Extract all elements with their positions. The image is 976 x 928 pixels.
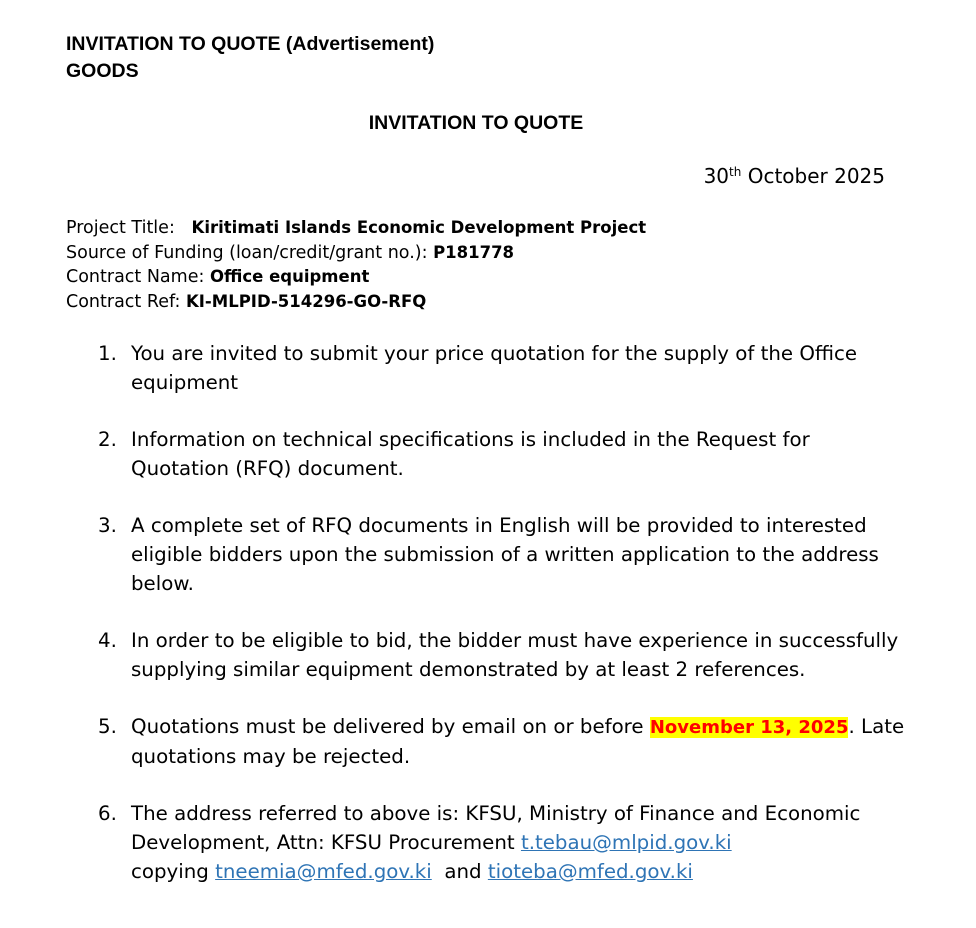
doc-heading-advertisement: INVITATION TO QUOTE (Advertisement) xyxy=(66,33,435,55)
list-item-text: In order to be eligible to bid, the bidder must have experience in successfully supplying similar equipment demonstrated by at least 2 references. xyxy=(131,629,899,681)
doc-title: INVITATION TO QUOTE xyxy=(368,112,584,134)
numbered-list xyxy=(66,339,906,914)
email-link-tneemia[interactable]: tneemia@mfed.gov.ki xyxy=(215,860,432,883)
list-item xyxy=(66,626,906,684)
list-item-number: 2. xyxy=(98,428,117,451)
date-day: 30 xyxy=(703,164,730,188)
contract-name-line xyxy=(66,265,906,290)
contract-ref-label: Contract Ref: xyxy=(66,291,181,312)
list-item-text: A complete set of RFQ documents in English will be provided to interested eligible bidders upon the submission of a written application to the address below. xyxy=(131,514,879,595)
date-rest: October 2025 xyxy=(747,164,885,188)
list-item-text-after: . Late quotations may be rejected. xyxy=(131,715,905,768)
funding-label: Source of Funding (loan/credit/grant no.): xyxy=(66,242,428,263)
deadline-highlight: November 13, 2025 xyxy=(649,717,849,738)
list-item xyxy=(66,425,906,483)
project-title-line xyxy=(66,216,906,241)
project-title-label: Project Title: xyxy=(66,218,175,238)
list-item-number: 4. xyxy=(98,629,117,652)
contract-name-label: Contract Name: xyxy=(66,267,205,287)
doc-heading-goods: GOODS xyxy=(66,60,139,82)
list-item xyxy=(66,339,906,397)
list-item-text: Quotations must be delivered by email on or before xyxy=(131,715,644,738)
project-info xyxy=(66,216,906,314)
date-suffix: th xyxy=(729,165,742,179)
list-item-text: The address referred to above is: KFSU, Ministry of Finance and Economic Development, Attn: KFSU Procurement xyxy=(131,802,861,854)
list-item xyxy=(66,799,906,886)
list-item xyxy=(66,511,906,598)
email-link-tioteba[interactable]: tioteba@mfed.gov.ki xyxy=(487,860,693,883)
funding-line xyxy=(66,241,906,266)
contract-ref-value: KI-MLPID-514296-GO-RFQ xyxy=(186,291,427,311)
email-link-procurement[interactable]: t.tebau@mlpid.gov.ki xyxy=(520,831,732,854)
and-text: and xyxy=(444,860,482,883)
funding-value: P181778 xyxy=(433,242,515,262)
list-item-number: 6. xyxy=(98,802,117,825)
project-title-value: Kiritimati Islands Economic Development Project xyxy=(191,218,647,237)
list-item-text: You are invited to submit your price quotation for the supply of the Office equipment xyxy=(131,342,858,394)
list-item-number: 5. xyxy=(98,715,117,738)
list-item-text: Information on technical specifications is included in the Request for Quotation (RFQ) document. xyxy=(131,428,810,480)
list-item-number: 1. xyxy=(98,342,117,365)
copying-text: copying xyxy=(131,860,209,883)
list-item-number: 3. xyxy=(98,514,117,537)
contract-name-value: Office equipment xyxy=(209,267,370,286)
list-item xyxy=(66,712,906,771)
contract-ref-line xyxy=(66,290,906,315)
document-date xyxy=(704,162,885,190)
